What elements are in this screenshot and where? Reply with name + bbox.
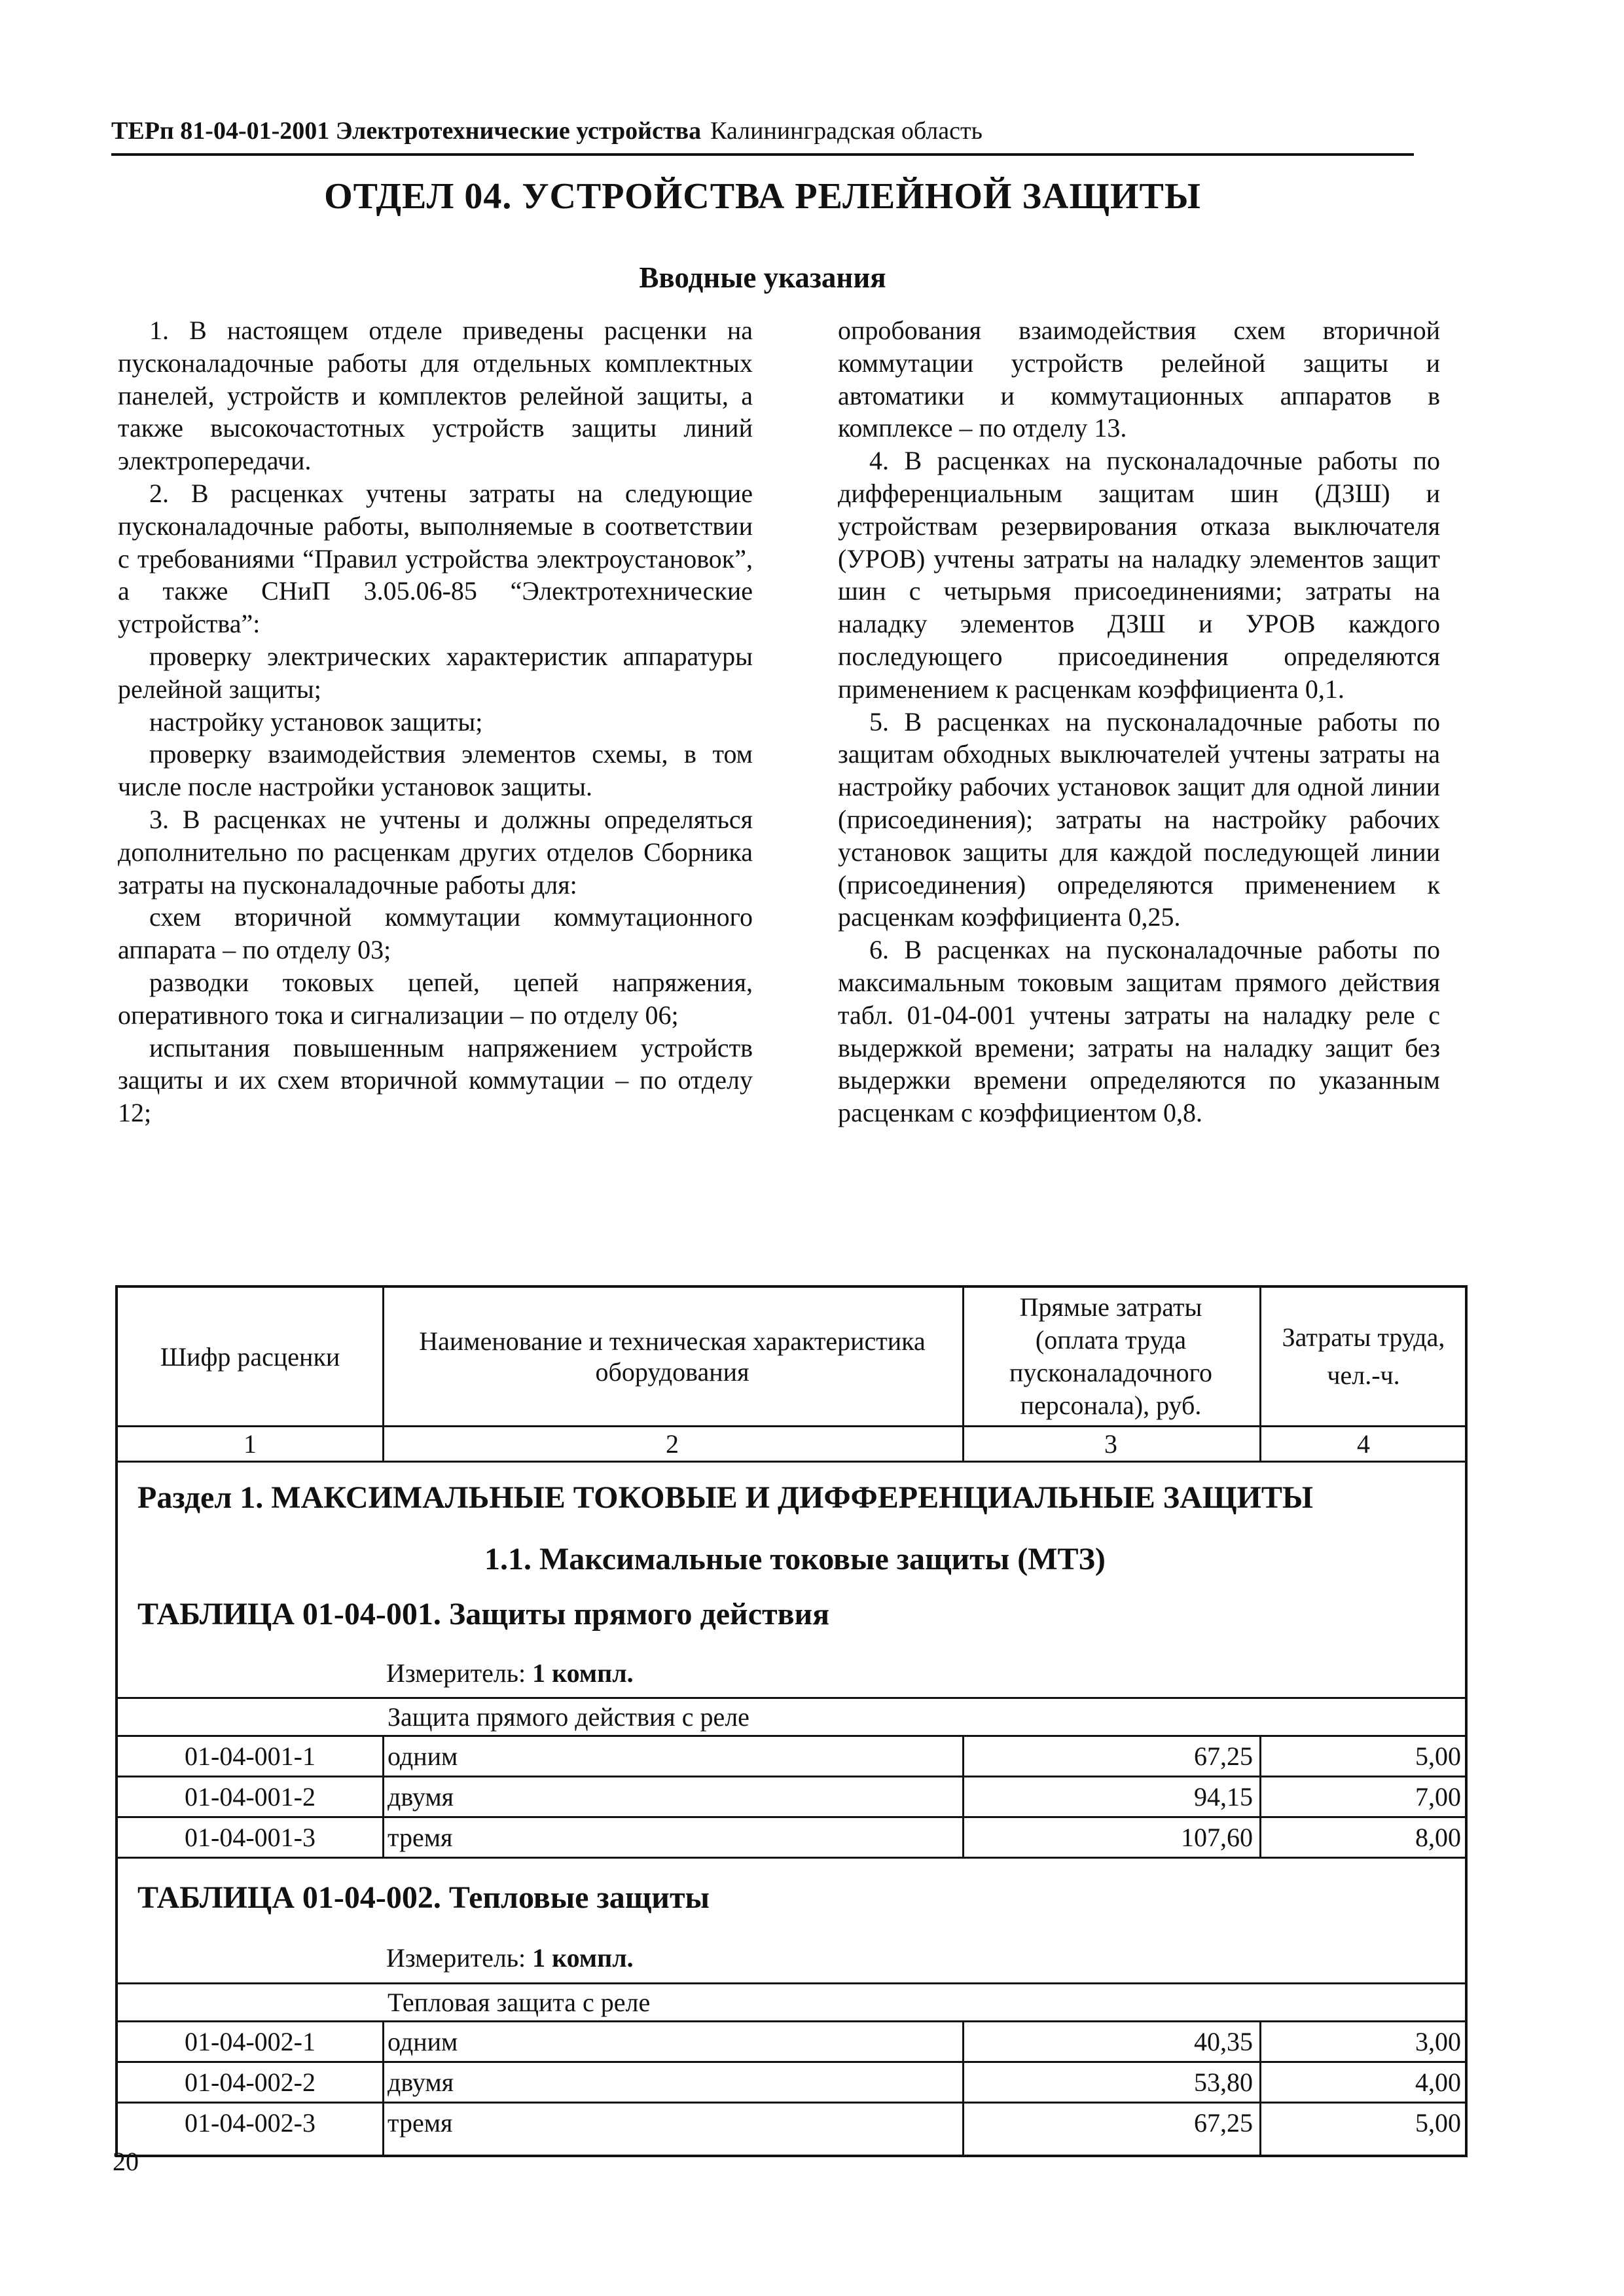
intro-paragraph: опробования взаимодействия схем вторичной коммутации устройств релейной защиты и автоматики и коммутационных аппаратов в комплексе – по отделу 13. bbox=[838, 316, 1440, 443]
measure-unit: Измеритель: 1 компл. bbox=[386, 1658, 634, 1688]
table-row-code: 01-04-001-1 bbox=[185, 1741, 316, 1771]
table-row-cost: 67,25 bbox=[1194, 2107, 1253, 2138]
table-row-code: 01-04-001-3 bbox=[185, 1822, 316, 1852]
table-row-cost: 94,15 bbox=[1194, 1781, 1253, 1812]
table-row-labor: 5,00 bbox=[1415, 1741, 1461, 1771]
intro-paragraph: проверку взаимодействия элементов схемы, в том числе после настройки установок защиты. bbox=[118, 739, 753, 802]
intro-paragraph: настройку установок защиты; bbox=[149, 706, 483, 737]
col-number: 2 bbox=[666, 1429, 679, 1459]
col-number: 1 bbox=[244, 1429, 257, 1459]
intro-paragraph: 6. В расценках на пусконаладочные работы по максимальным токовым защитам прямого действия табл. 01-04-001 учтены затраты на наладку реле с выдержкой времени; затраты на наладку защит без выдержки времени определяются по указанным расценкам с коэффициентом 0,8. bbox=[838, 935, 1440, 1128]
table-row-name: тремя bbox=[388, 2107, 453, 2138]
document-code: ТЕРп 81-04-01-2001 Электротехнические устройства bbox=[111, 117, 702, 145]
rates-table bbox=[115, 1285, 1468, 2157]
table-row-name: одним bbox=[388, 1741, 458, 1771]
running-header bbox=[111, 117, 1414, 156]
table-row-labor: 3,00 bbox=[1415, 2026, 1461, 2056]
intro-title: Вводные указания bbox=[639, 261, 886, 294]
header-code: Шифр расценки bbox=[160, 1341, 340, 1372]
intro-paragraph: 1. В настоящем отделе приведены расценки на пусконаладочные работы для отдельных комплектных панелей, устройств и комплектов релейной защиты, а также высокочастотных устройств защиты линий электропередачи. bbox=[118, 316, 753, 476]
intro-right-column bbox=[838, 314, 1440, 1129]
page-number: 20 bbox=[113, 2147, 139, 2176]
table-row-code: 01-04-002-2 bbox=[185, 2067, 316, 2097]
intro-paragraph: 3. В расценках не учтены и должны определяться дополнительно по расценкам других отделов Сборника затраты на пусконаладочные работы для: bbox=[118, 804, 753, 900]
header-labor: Затраты труда, чел.-ч. bbox=[1282, 1322, 1445, 1390]
table-row-labor: 7,00 bbox=[1415, 1781, 1461, 1812]
table-row-labor: 5,00 bbox=[1415, 2107, 1461, 2138]
intro-paragraph: разводки токовых цепей, цепей напряжения, оперативного тока и сигнализации – по отделу 06; bbox=[118, 967, 753, 1030]
intro-paragraph: проверку электрических характеристик аппаратуры релейной защиты; bbox=[118, 641, 753, 704]
table-row-code: 01-04-001-2 bbox=[185, 1781, 316, 1812]
intro-paragraph: 5. В расценках на пусконаладочные работы по защитам обходных выключателей учтены затраты на настройку рабочих установок защит для одной линии (присоединения); затраты на настройку рабочих установок защиты для каждой последующей линии (присоединения) определяются применением к расценкам коэффициента 0,25. bbox=[838, 706, 1440, 932]
intro-left-column bbox=[118, 314, 753, 1129]
table-row-code: 01-04-002-1 bbox=[185, 2026, 316, 2056]
table-row-cost: 107,60 bbox=[1181, 1822, 1253, 1852]
group-label: Тепловая защита с реле bbox=[388, 1987, 651, 2017]
department-title: ОТДЕЛ 04. УСТРОЙСТВА РЕЛЕЙНОЙ ЗАЩИТЫ bbox=[324, 176, 1201, 217]
table-row-name: двумя bbox=[388, 2067, 454, 2097]
table-row-name: тремя bbox=[388, 1822, 453, 1852]
region-label: Калининградская область bbox=[710, 117, 983, 145]
header-name: Наименование и техническая характеристика оборудования bbox=[419, 1326, 926, 1387]
intro-paragraph: 4. В расценках на пусконаладочные работы по дифференциальным защитам шин (ДЗШ) и устройствам резервирования отказа выключателя (УРОВ) учтены затраты на наладку элементов защит шин с четырьмя присоединениями; затраты на наладку элементов ДЗШ и УРОВ каждого последующего присоединения определяются применением к расценкам коэффициента 0,1. bbox=[838, 446, 1440, 704]
header-direct-cost: Прямые затраты (оплата труда пусконаладочного персонала), руб. bbox=[1009, 1292, 1213, 1420]
table-row-name: одним bbox=[388, 2026, 458, 2056]
table-01-04-002-title: ТАБЛИЦА 01-04-002. Тепловые защиты bbox=[137, 1880, 710, 1915]
group-label: Защита прямого действия с реле bbox=[388, 1702, 749, 1732]
col-number: 4 bbox=[1357, 1429, 1370, 1459]
intro-paragraph: испытания повышенным напряжением устройств защиты и их схем вторичной коммутации – по отделу 12; bbox=[118, 1032, 753, 1128]
col-number: 3 bbox=[1104, 1429, 1117, 1459]
table-row-labor: 8,00 bbox=[1415, 1822, 1461, 1852]
table-row-labor: 4,00 bbox=[1415, 2067, 1461, 2097]
table-row-name: двумя bbox=[388, 1781, 454, 1812]
table-row-cost: 53,80 bbox=[1194, 2067, 1253, 2097]
measure-unit: Измеритель: 1 компл. bbox=[386, 1943, 634, 1973]
table-01-04-001-title: ТАБЛИЦА 01-04-001. Защиты прямого действия bbox=[137, 1597, 830, 1631]
table-row-code: 01-04-002-3 bbox=[185, 2107, 316, 2138]
section-title: Раздел 1. МАКСИМАЛЬНЫЕ ТОКОВЫЕ И ДИФФЕРЕНЦИАЛЬНЫЕ ЗАЩИТЫ bbox=[137, 1480, 1313, 1515]
intro-paragraph: 2. В расценках учтены затраты на следующие пусконаладочные работы, выполняемые в соответствии с требованиями “Правил устройства электроустановок”, а также СНиП 3.05.06-85 “Электротехнические устройства”: bbox=[118, 478, 753, 639]
subsection-title: 1.1. Максимальные токовые защиты (МТЗ) bbox=[484, 1542, 1106, 1576]
table-row-cost: 67,25 bbox=[1194, 1741, 1253, 1771]
intro-paragraph: схем вторичной коммутации коммутационного аппарата – по отделу 03; bbox=[118, 902, 753, 965]
table-row-cost: 40,35 bbox=[1194, 2026, 1253, 2056]
